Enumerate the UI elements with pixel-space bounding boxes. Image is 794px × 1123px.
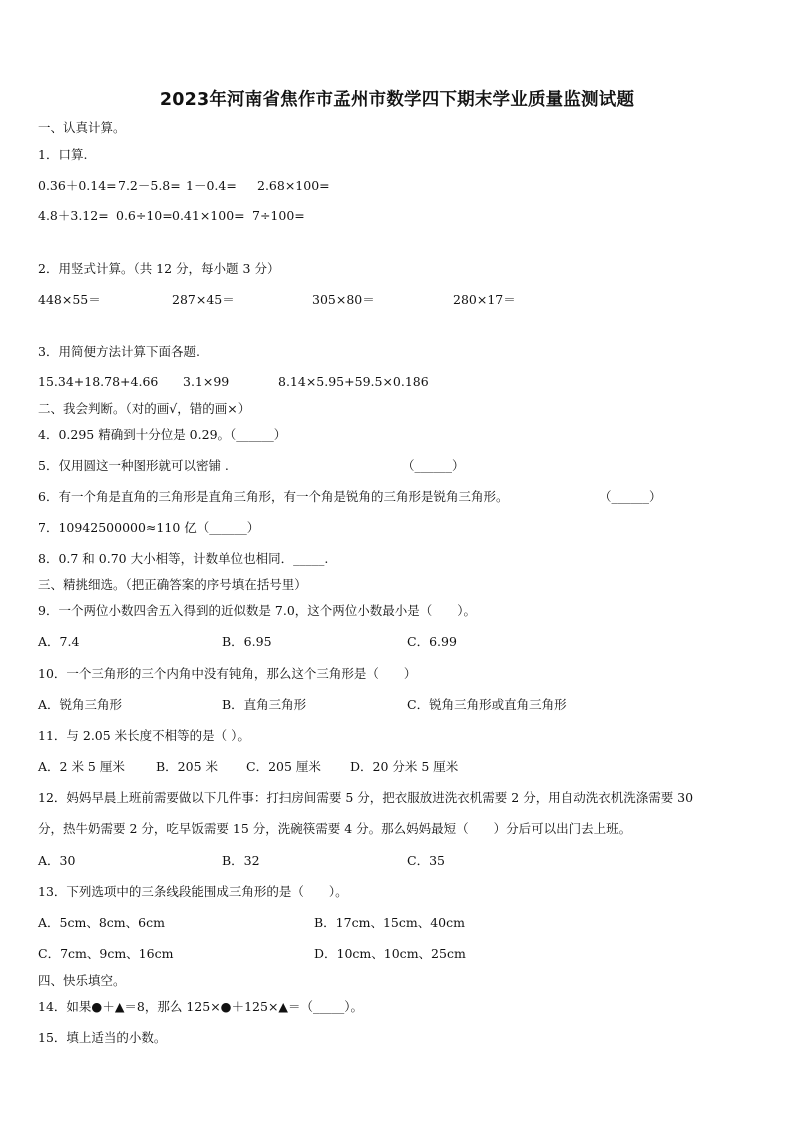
simplify-calc-item: 3.1×99 xyxy=(183,374,230,389)
option-a: A．7.4 xyxy=(38,634,80,649)
section-3-heading: 三、精挑细选。（把正确答案的序号填在括号里） xyxy=(38,577,307,592)
vertical-calc-item: 280×17＝ xyxy=(453,292,516,307)
option-c: C．35 xyxy=(407,853,445,868)
option-c: C．7cm、9cm、16cm xyxy=(38,946,174,961)
simplify-calc-item: 8.14×5.95+59.5×0.186 xyxy=(278,374,429,389)
answer-blank: （______） xyxy=(599,489,662,504)
option-d: D．10cm、10cm、25cm xyxy=(314,946,466,961)
vertical-calc-item: 287×45＝ xyxy=(172,292,235,307)
question-10-stem: 10．一个三角形的三个内角中没有钝角，那么这个三角形是（ ） xyxy=(38,666,417,681)
option-c: C．锐角三角形或直角三角形 xyxy=(407,697,567,712)
question-2-stem: 2．用竖式计算。（共 12 分，每小题 3 分） xyxy=(38,261,280,276)
option-d: D．20 分米 5 厘米 xyxy=(350,759,459,774)
oral-calc-item: 0.6÷10= xyxy=(116,208,173,223)
option-c: C．205 厘米 xyxy=(246,759,321,774)
question-14: 14．如果●＋▲＝8，那么 125×●＋125×▲＝（_____）。 xyxy=(38,999,364,1014)
option-a: A．5cm、8cm、6cm xyxy=(38,915,165,930)
option-b: B．17cm、15cm、40cm xyxy=(314,915,465,930)
option-a: A．锐角三角形 xyxy=(38,697,123,712)
section-2-heading: 二、我会判断。（对的画√，错的画×） xyxy=(38,401,251,416)
oral-calc-item: 2.68×100= xyxy=(257,178,330,193)
question-13-stem: 13．下列选项中的三条线段能围成三角形的是（ ）。 xyxy=(38,884,348,899)
vertical-calc-item: 305×80＝ xyxy=(312,292,375,307)
question-1-stem: 1．口算. xyxy=(38,147,88,162)
option-a: A．2 米 5 厘米 xyxy=(38,759,125,774)
oral-calc-item: 7.2－5.8= xyxy=(118,178,181,193)
page-title: 2023年河南省焦作市孟州市数学四下期末学业质量监测试题 xyxy=(159,90,635,110)
question-4: 4．0.295 精确到十分位是 0.29。（______） xyxy=(38,427,287,442)
answer-blank: （______） xyxy=(402,458,465,473)
question-12-line-2: 分，热牛奶需要 2 分，吃早饭需要 15 分，洗碗筷需要 4 分。那么妈妈最短（ ）分后可以出门去上班。 xyxy=(38,821,632,836)
option-b: B．直角三角形 xyxy=(222,697,307,712)
question-12-line-1: 12．妈妈早晨上班前需要做以下几件事：打扫房间需要 5 分，把衣服放进洗衣机需要 2 分，用自动洗衣机洗涤需要 30 xyxy=(38,790,694,805)
option-c: C．6.99 xyxy=(407,634,457,649)
section-4-heading: 四、快乐填空。 xyxy=(38,973,126,988)
question-9-stem: 9．一个两位小数四舍五入得到的近似数是 7.0，这个两位小数最小是（ ）。 xyxy=(38,603,477,618)
question-7: 7．10942500000≈110 亿（______） xyxy=(38,520,260,535)
oral-calc-item: 0.36＋0.14= xyxy=(38,178,117,193)
question-15: 15．填上适当的小数。 xyxy=(38,1030,167,1045)
oral-calc-item: 1－0.4= xyxy=(186,178,237,193)
oral-calc-item: 4.8＋3.12= xyxy=(38,208,109,223)
question-5: 5．仅用圆这一种图形就可以密铺 . xyxy=(38,458,229,473)
vertical-calc-item: 448×55＝ xyxy=(38,292,101,307)
simplify-calc-item: 15.34+18.78+4.66 xyxy=(38,374,159,389)
oral-calc-item: 0.41×100= xyxy=(172,208,245,223)
question-3-stem: 3．用简便方法计算下面各题. xyxy=(38,344,200,359)
option-b: B．32 xyxy=(222,853,260,868)
question-8: 8．0.7 和 0.70 大小相等，计数单位也相同．_____. xyxy=(38,551,329,566)
option-b: B．205 米 xyxy=(156,759,219,774)
option-a: A．30 xyxy=(38,853,76,868)
option-b: B．6.95 xyxy=(222,634,272,649)
question-11-stem: 11．与 2.05 米长度不相等的是（ ）。 xyxy=(38,728,250,743)
section-1-heading: 一、认真计算。 xyxy=(38,120,126,135)
question-6: 6．有一个角是直角的三角形是直角三角形，有一个角是锐角的三角形是锐角三角形。 xyxy=(38,489,509,504)
oral-calc-item: 7÷100= xyxy=(252,208,305,223)
